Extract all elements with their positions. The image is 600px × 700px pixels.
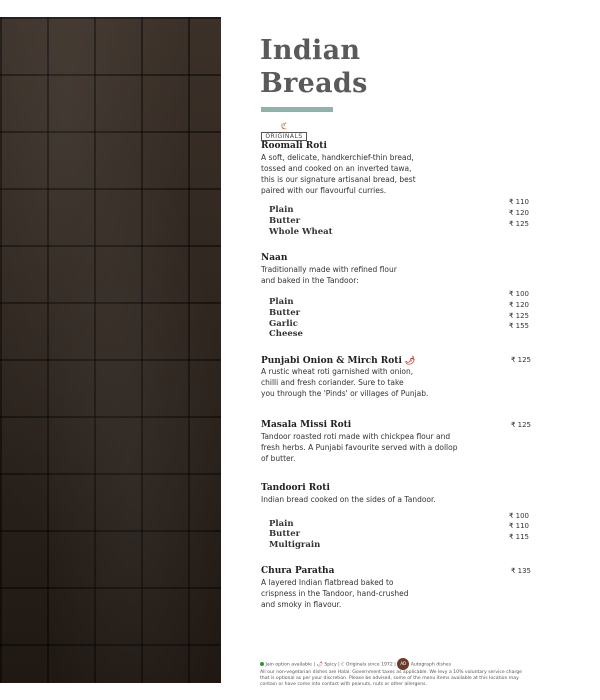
variant-row: Plain ₹ 100	[269, 290, 529, 307]
variant-row: Multigrain ₹ 115	[269, 533, 529, 550]
legend: Jain option available | 🌶 Spicy | ℭ Originals since 1972 | AD Autograph dishes	[260, 658, 560, 670]
footer-disclaimer: All our non-vegetarian dishes are Halal. Government taxes as applicable. We levy a 10% voluntary service charge that is optional as per your discretion. Please be advised, some of the menu items available at this location may contain or have come into contact with peanuts, nuts or other allergens.	[260, 670, 522, 687]
item-price: ₹ 125	[510, 421, 531, 429]
chili-pepper-icon: 🌶	[405, 355, 416, 365]
variant-row: Plain ₹ 100	[269, 512, 529, 529]
menu-item-masala-missi-roti: Masala Missi Roti ₹ 125 Tandoor roasted roti made with chickpea flour and fresh herbs. A Punjabi favourite served with a dollop of butter.	[261, 420, 531, 463]
item-description: A rustic wheat roti garnished with onion, chilli and fresh coriander. Sure to take you through the 'Pinds' or villages of Punjab.	[261, 367, 429, 398]
title-underline	[261, 107, 333, 112]
footer-notes	[260, 658, 560, 688]
variant-row: Plain ₹ 110	[269, 198, 529, 215]
decorative-textured-panel	[0, 17, 221, 683]
menu-item-naan: Naan Traditionally made with refined flour and baked in the Tandoor:	[261, 252, 561, 286]
originals-logo-icon: ℭ	[341, 662, 345, 668]
item-price: ₹ 125	[510, 356, 531, 364]
variant-row: Cheese ₹ 155	[269, 322, 529, 339]
variant-row: Butter ₹ 120	[269, 301, 529, 318]
originals-badge	[261, 123, 307, 139]
page-title: Indian Breads	[260, 35, 368, 99]
variant-row: Garlic ₹ 125	[269, 312, 529, 329]
item-description: A layered Indian flatbread baked to crispness in the Tandoor, hand-crushed and smoky in flavour.	[261, 578, 409, 609]
item-description: Tandoor roasted roti made with chickpea flour and fresh herbs. A Punjabi favourite served with a dollop of butter.	[261, 432, 458, 463]
chili-pepper-icon: 🌶	[316, 661, 323, 668]
item-description: Indian bread cooked on the sides of a Tandoor.	[261, 495, 436, 504]
variant-row: Butter ₹ 110	[269, 522, 529, 539]
item-description: A soft, delicate, handkerchief-thin bread, tossed and cooked on an inverted tawa, this is our signature artisanal bread, best paired with our flavourful curries.	[261, 153, 416, 195]
item-price: ₹ 135	[510, 567, 531, 575]
variant-row: Whole Wheat ₹ 125	[269, 220, 529, 237]
item-description: Traditionally made with refined flour and baked in the Tandoor:	[261, 265, 397, 285]
menu-item-tandoori-roti: Tandoori Roti Indian bread cooked on the sides of a Tandoor.	[261, 482, 561, 505]
menu-item-chura-paratha: Chura Paratha ₹ 135 A layered Indian flatbread baked to crispness in the Tandoor, hand-crushed and smoky in flavour.	[261, 566, 531, 609]
green-dot-icon	[260, 662, 264, 666]
menu-item-punjabi-onion-mirch-roti: Punjabi Onion & Mirch Roti 🌶 ₹ 125 A rustic wheat roti garnished with onion, chilli and fresh coriander. Sure to take you through the 'Pinds' or villages of Punjab.	[261, 355, 531, 398]
originals-logo-icon: ℭ	[280, 122, 288, 132]
autograph-badge-icon: AD	[397, 658, 409, 670]
menu-item-roomali-roti: Roomali Roti A soft, delicate, handkerchief-thin bread, tossed and cooked on an inverted tawa, this is our signature artisanal bread, best paired with our flavourful curries.	[261, 140, 561, 196]
variant-row: Butter ₹ 120	[269, 209, 529, 226]
originals-label: ORIGINALS	[261, 132, 307, 141]
